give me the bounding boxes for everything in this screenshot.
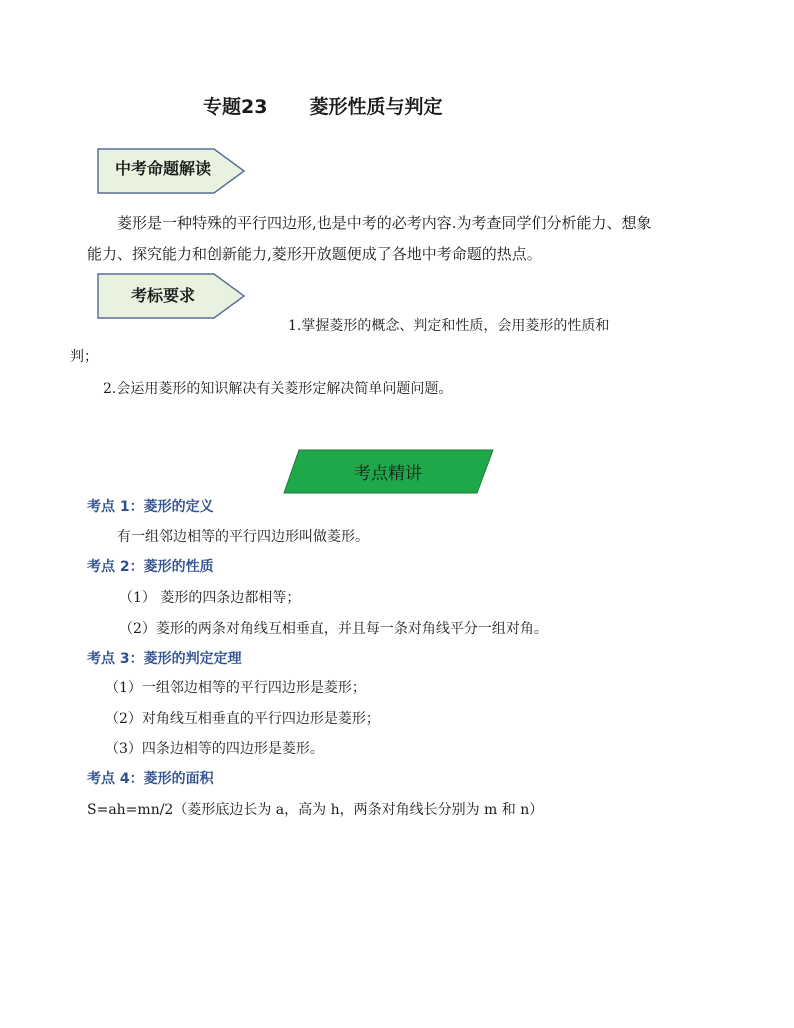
interpretation-line-2: 能力、探究能力和创新能力,菱形开放题便成了各地中考命题的热点。	[87, 245, 542, 263]
key-point-3-line-3: （3）四条边相等的四边形是菱形。	[105, 741, 324, 757]
key-point-2-line-2: （2）菱形的两条对角线互相垂直，并且每一条对角线平分一组对角。	[119, 621, 548, 637]
requirements-label: 考标要求	[131, 286, 196, 305]
key-point-3-line-1: （1）一组邻边相等的平行四边形是菱形；	[105, 680, 366, 696]
interpretation-line-1: 菱形是一种特殊的平行四边形,也是中考的必考内容.为考查同学们分析能力、想象	[117, 214, 652, 232]
title-number: 专题23	[203, 96, 268, 118]
key-point-1-line-1: 有一组邻边相等的平行四边形叫做菱形。	[117, 529, 369, 545]
title-text: 菱形性质与判定	[309, 96, 443, 118]
key-point-3-heading: 考点 3：菱形的判定定理	[87, 651, 242, 667]
key-point-1-heading: 考点 1：菱形的定义	[87, 499, 214, 515]
page-title	[203, 92, 442, 119]
requirement-1-part-2: 判；	[70, 349, 98, 365]
key-point-2-line-1: （1） 菱形的四条边都相等；	[119, 590, 301, 606]
key-point-3-line-2: （2）对角线互相垂直的平行四边形是菱形；	[105, 711, 380, 727]
interpretation-label: 中考命题解读	[115, 159, 212, 178]
key-point-2-heading: 考点 2：菱形的性质	[87, 559, 214, 575]
key-point-4-line-1: S=ah=mn/2（菱形底边长为 a，高为 h，两条对角线长分别为 m 和 n）	[87, 802, 544, 818]
key-point-4-heading: 考点 4：菱形的面积	[87, 771, 214, 787]
key-points-label: 考点精讲	[354, 464, 422, 484]
requirement-2: 2.会运用菱形的知识解决有关菱形定解决简单问题问题。	[103, 381, 453, 397]
requirement-1-part-1: 1.掌握菱形的概念、判定和性质，会用菱形的性质和	[288, 318, 610, 334]
